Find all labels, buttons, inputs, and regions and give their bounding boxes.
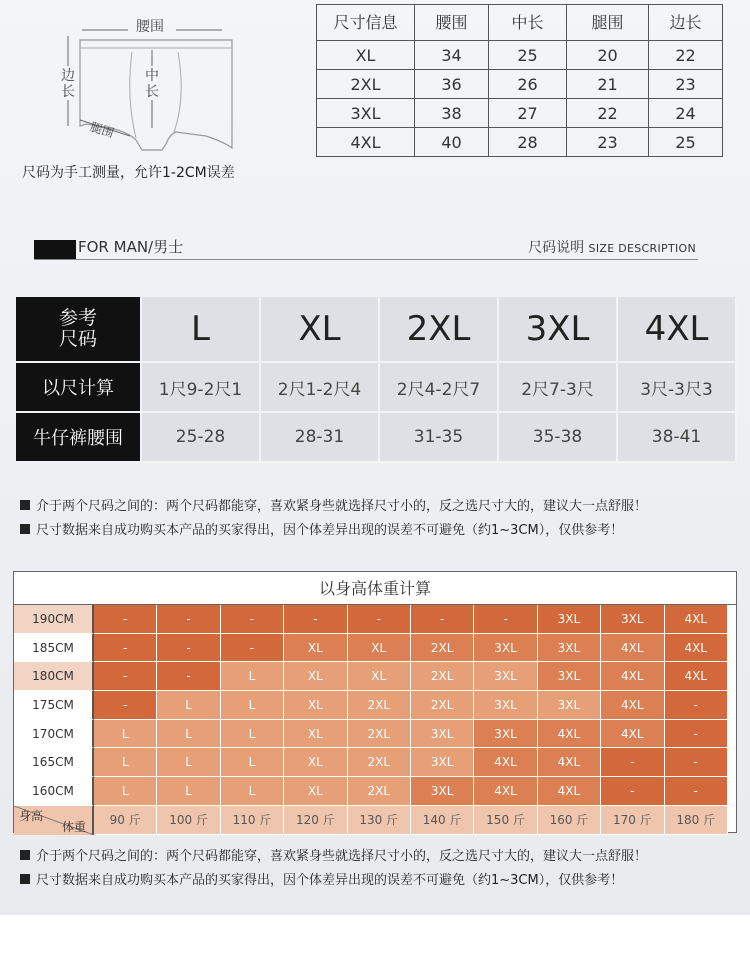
size-cell: XL bbox=[348, 662, 411, 691]
size-cell: 2XL bbox=[411, 691, 474, 720]
size-cell: - bbox=[348, 605, 411, 634]
table-cell: 3XL bbox=[317, 99, 415, 128]
size-cell: - bbox=[601, 777, 664, 806]
note-text: 介于两个尺码之间的：两个尺码都能穿，喜欢紧身些就选择尺寸小的，反之选尺寸大的，建议大一点舒服！ bbox=[36, 849, 648, 864]
table-header: 边长 bbox=[649, 5, 723, 41]
size-cell: 4XL bbox=[601, 720, 664, 749]
corner-weight-label: 体重 bbox=[61, 819, 86, 834]
size-cell: - bbox=[411, 605, 474, 634]
chi-cell: 2尺1-2尺4 bbox=[261, 363, 380, 413]
grid-body bbox=[14, 605, 736, 806]
size-cell: XL bbox=[261, 297, 380, 363]
size-cell: 3XL bbox=[538, 691, 601, 720]
table-cell: 20 bbox=[567, 41, 649, 70]
bullet-square-icon bbox=[20, 500, 30, 510]
height-label: 185CM bbox=[14, 634, 94, 663]
table-row bbox=[317, 128, 723, 157]
size-cell: 4XL bbox=[665, 662, 728, 691]
table-row bbox=[317, 41, 723, 70]
size-cell: - bbox=[94, 605, 157, 634]
weight-label: 100 斤 bbox=[157, 806, 220, 835]
size-cell: - bbox=[157, 634, 220, 663]
table-header-row bbox=[317, 5, 723, 41]
weight-label: 170 斤 bbox=[601, 806, 664, 835]
note-text: 尺寸数据来自成功购买本产品的买家得出，因个体差异出现的误差不可避免（约1~3CM），仅供参考！ bbox=[36, 523, 624, 538]
side-length-label: 边长 bbox=[61, 68, 75, 100]
weight-label: 120 斤 bbox=[284, 806, 347, 835]
waist-label: 腰围 bbox=[136, 19, 164, 35]
size-cell: 4XL bbox=[538, 720, 601, 749]
table-row bbox=[16, 363, 738, 413]
weight-label: 150 斤 bbox=[474, 806, 537, 835]
size-cell: 2XL bbox=[411, 662, 474, 691]
size-cell: 3XL bbox=[601, 605, 664, 634]
note-item bbox=[20, 519, 647, 543]
bullet-square-icon bbox=[20, 524, 30, 534]
weight-label: 140 斤 bbox=[411, 806, 474, 835]
jeans-cell: 28-31 bbox=[261, 413, 380, 463]
size-cell: L bbox=[94, 748, 157, 777]
size-cell: - bbox=[665, 777, 728, 806]
chi-cell: 2尺4-2尺7 bbox=[380, 363, 499, 413]
size-cell: 3XL bbox=[474, 720, 537, 749]
weight-label: 90 斤 bbox=[94, 806, 157, 835]
jeans-cell: 31-35 bbox=[380, 413, 499, 463]
table-cell: 27 bbox=[489, 99, 567, 128]
table-row bbox=[16, 413, 738, 463]
table-header: 腰围 bbox=[415, 5, 489, 41]
size-cell: 4XL bbox=[601, 662, 664, 691]
note-text: 尺寸数据来自成功购买本产品的买家得出，因个体差异出现的误差不可避免（约1~3CM），仅供参考！ bbox=[36, 873, 624, 888]
size-cell: - bbox=[157, 662, 220, 691]
notes-block bbox=[20, 495, 647, 543]
size-cell: 2XL bbox=[348, 720, 411, 749]
table-cell: 34 bbox=[415, 41, 489, 70]
table-row bbox=[14, 720, 736, 749]
bullet-square-icon bbox=[20, 850, 30, 860]
ref-size-header-line: 参考 bbox=[58, 307, 97, 329]
size-cell: 3XL bbox=[474, 691, 537, 720]
table-cell: 23 bbox=[567, 128, 649, 157]
table-cell: 38 bbox=[415, 99, 489, 128]
size-cell: - bbox=[601, 748, 664, 777]
size-cell: 4XL bbox=[665, 605, 728, 634]
size-cell: 3XL bbox=[411, 720, 474, 749]
weight-label: 180 斤 bbox=[665, 806, 728, 835]
size-cell: - bbox=[94, 634, 157, 663]
size-cell: 3XL bbox=[474, 634, 537, 663]
measurement-caption: 尺码为手工测量，允许1-2CM误差 bbox=[22, 165, 235, 181]
table-row bbox=[317, 99, 723, 128]
table-cell: 21 bbox=[567, 70, 649, 99]
size-cell: 2XL bbox=[348, 748, 411, 777]
bullet-square-icon bbox=[20, 874, 30, 884]
size-cell: - bbox=[94, 662, 157, 691]
weight-label: 160 斤 bbox=[538, 806, 601, 835]
size-cell: 4XL bbox=[601, 691, 664, 720]
height-label: 160CM bbox=[14, 777, 94, 806]
size-cell: - bbox=[665, 720, 728, 749]
briefs-diagram bbox=[10, 8, 300, 188]
table-row bbox=[14, 691, 736, 720]
size-cell: L bbox=[221, 748, 284, 777]
leg-label: 腿围 bbox=[88, 119, 116, 141]
size-cell: 3XL bbox=[411, 777, 474, 806]
size-cell: XL bbox=[284, 662, 347, 691]
size-cell: L bbox=[221, 777, 284, 806]
table-row bbox=[14, 634, 736, 663]
table-cell: 36 bbox=[415, 70, 489, 99]
section-subtitle bbox=[528, 237, 696, 257]
table-cell: 26 bbox=[489, 70, 567, 99]
height-label: 190CM bbox=[14, 605, 94, 634]
size-cell: 4XL bbox=[538, 777, 601, 806]
size-cell: L bbox=[157, 748, 220, 777]
table-cell: 24 bbox=[649, 99, 723, 128]
size-cell: 2XL bbox=[411, 634, 474, 663]
note-item bbox=[20, 869, 647, 893]
table-cell: 4XL bbox=[317, 128, 415, 157]
size-cell: - bbox=[665, 691, 728, 720]
table-cell: 22 bbox=[567, 99, 649, 128]
notes-block-bottom bbox=[20, 845, 647, 893]
size-cell: XL bbox=[284, 777, 347, 806]
size-cell: 2XL bbox=[348, 777, 411, 806]
size-cell: 3XL bbox=[538, 605, 601, 634]
size-cell: XL bbox=[348, 634, 411, 663]
height-weight-grid bbox=[13, 571, 737, 833]
size-cell: XL bbox=[284, 634, 347, 663]
size-cell: - bbox=[94, 691, 157, 720]
table-row bbox=[14, 662, 736, 691]
size-cell: L bbox=[94, 720, 157, 749]
table-cell: 2XL bbox=[317, 70, 415, 99]
note-item bbox=[20, 845, 647, 869]
size-cell: 3XL bbox=[538, 634, 601, 663]
size-cell: L bbox=[157, 691, 220, 720]
chi-header: 以尺计算 bbox=[16, 363, 142, 413]
note-text: 介于两个尺码之间的：两个尺码都能穿，喜欢紧身些就选择尺寸小的，反之选尺寸大的，建议大一点舒服！ bbox=[36, 499, 648, 514]
table-row bbox=[317, 70, 723, 99]
weight-label: 110 斤 bbox=[221, 806, 284, 835]
table-row bbox=[14, 748, 736, 777]
size-cell: - bbox=[221, 605, 284, 634]
table-header: 腿围 bbox=[567, 5, 649, 41]
note-item bbox=[20, 495, 647, 519]
size-cell: 3XL bbox=[474, 662, 537, 691]
table-cell: 25 bbox=[649, 128, 723, 157]
ref-size-header bbox=[16, 297, 142, 363]
grid-title: 以身高体重计算 bbox=[14, 572, 736, 605]
weight-label: 130 斤 bbox=[348, 806, 411, 835]
table-cell: 28 bbox=[489, 128, 567, 157]
size-cell: - bbox=[665, 748, 728, 777]
size-cell: XL bbox=[284, 748, 347, 777]
height-label: 170CM bbox=[14, 720, 94, 749]
chi-cell: 1尺9-2尺1 bbox=[142, 363, 261, 413]
middle-length-label: 中长 bbox=[145, 68, 159, 100]
reference-size-table bbox=[16, 297, 738, 463]
grid-corner bbox=[14, 806, 94, 835]
size-cell: 4XL bbox=[618, 297, 737, 363]
table-header: 尺寸信息 bbox=[317, 5, 415, 41]
size-cell: L bbox=[142, 297, 261, 363]
section-marker bbox=[34, 240, 76, 260]
jeans-cell: 25-28 bbox=[142, 413, 261, 463]
size-cell: 3XL bbox=[499, 297, 618, 363]
size-cell: XL bbox=[284, 720, 347, 749]
section-title: FOR MAN/男士 bbox=[78, 238, 184, 256]
corner-height-label: 身高 bbox=[19, 808, 44, 823]
grid-weight-row bbox=[14, 806, 736, 835]
height-label: 180CM bbox=[14, 662, 94, 691]
height-label: 165CM bbox=[14, 748, 94, 777]
size-cell: L bbox=[157, 720, 220, 749]
size-cell: 2XL bbox=[380, 297, 499, 363]
size-cell: L bbox=[157, 777, 220, 806]
jeans-cell: 38-41 bbox=[618, 413, 737, 463]
table-row bbox=[14, 777, 736, 806]
jeans-cell: 35-38 bbox=[499, 413, 618, 463]
size-cell: 4XL bbox=[474, 777, 537, 806]
table-cell: 25 bbox=[489, 41, 567, 70]
table-header: 中长 bbox=[489, 5, 567, 41]
section-subtitle-en: SIZE DESCRIPTION bbox=[588, 242, 696, 255]
size-cell: XL bbox=[284, 691, 347, 720]
size-cell: 4XL bbox=[665, 634, 728, 663]
ref-size-header-line: 尺码 bbox=[58, 328, 97, 350]
size-cell: - bbox=[221, 634, 284, 663]
size-cell: L bbox=[221, 662, 284, 691]
table-cell: 22 bbox=[649, 41, 723, 70]
section-divider bbox=[34, 259, 698, 260]
height-label: 175CM bbox=[14, 691, 94, 720]
size-cell: - bbox=[474, 605, 537, 634]
jeans-header: 牛仔裤腰围 bbox=[16, 413, 142, 463]
size-cell: L bbox=[94, 777, 157, 806]
size-info-table bbox=[316, 4, 723, 157]
size-cell: 3XL bbox=[411, 748, 474, 777]
size-cell: - bbox=[284, 605, 347, 634]
size-cell: - bbox=[157, 605, 220, 634]
size-cell: 2XL bbox=[348, 691, 411, 720]
size-cell: L bbox=[221, 720, 284, 749]
size-cell: 4XL bbox=[474, 748, 537, 777]
section-subtitle-cn: 尺码说明 bbox=[528, 240, 585, 256]
table-cell: 23 bbox=[649, 70, 723, 99]
size-cell: 3XL bbox=[538, 662, 601, 691]
size-cell: 4XL bbox=[538, 748, 601, 777]
table-cell: 40 bbox=[415, 128, 489, 157]
table-row bbox=[16, 297, 738, 363]
chi-cell: 3尺-3尺3 bbox=[618, 363, 737, 413]
size-cell: L bbox=[221, 691, 284, 720]
table-row bbox=[14, 605, 736, 634]
table-cell: XL bbox=[317, 41, 415, 70]
size-cell: 4XL bbox=[601, 634, 664, 663]
chi-cell: 2尺7-3尺 bbox=[499, 363, 618, 413]
